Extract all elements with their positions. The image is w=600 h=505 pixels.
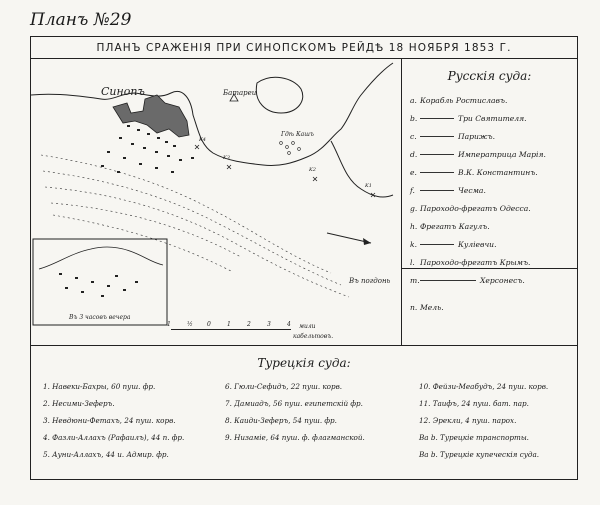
map-drawing xyxy=(31,59,402,345)
legend-item: e. В.К. Константинъ. xyxy=(410,168,538,177)
label-battery: Батареи xyxy=(223,89,257,97)
battle-map xyxy=(31,59,402,345)
sounding-line xyxy=(45,187,349,297)
russian-ships-legend xyxy=(402,59,577,345)
legend-item: 6. Гюли-Сефидъ, 22 пуш. корв. xyxy=(225,382,343,391)
legend-item: 7. Дамиадъ, 56 пуш. египетскій фр. xyxy=(225,399,363,408)
legend-item: Ba b. Турецкіе транспорты. xyxy=(419,433,529,442)
legend-item: 11. Таифъ, 24 пуш. бат. пар. xyxy=(419,399,529,408)
marker-k2: K2 xyxy=(309,167,316,173)
sounding-line xyxy=(51,203,241,257)
legend-item: f. Чесма. xyxy=(410,186,486,195)
legend-item: c. Парижъ. xyxy=(410,132,496,141)
legend-item: l. Пароходо-фрегатъ Крымъ. xyxy=(410,258,531,267)
sinop-town xyxy=(113,95,189,137)
legend-item: 5. Ауни-Аллахъ, 44 и. Адмир. фр. xyxy=(43,450,169,459)
scale-tick: 2 xyxy=(247,321,251,328)
scale-unit-bottom: кабельтовъ. xyxy=(293,333,334,340)
inset-frame xyxy=(33,239,167,325)
legend-item: k. Куліевчи. xyxy=(410,240,497,249)
scale-bar xyxy=(171,329,291,330)
lake xyxy=(256,77,302,113)
scale-unit-top: мили xyxy=(299,323,316,330)
label-sinop: Синопъ xyxy=(101,85,145,98)
legend-item: 1. Навеки-Бахры, 60 пуш. фр. xyxy=(43,382,156,391)
sounding-line xyxy=(53,215,231,271)
battery-crosses xyxy=(195,145,375,197)
legend-item: 8. Каиди-Зеферъ, 54 пуш. фр. xyxy=(225,416,337,425)
scale-tick: 4 xyxy=(287,321,291,328)
legend-item: 12. Эрекли, 4 пуш. пароx. xyxy=(419,416,517,425)
label-route: Въ погдонь xyxy=(349,277,391,285)
legend-item: 9. Низамiе, 64 пуш. ф. флагманской. xyxy=(225,433,365,442)
legend-item: b. Три Святителя. xyxy=(410,114,527,123)
coastline-east xyxy=(331,141,393,197)
turkish-legend-title: Турецкія суда: xyxy=(257,356,351,370)
label-inset-caption: Въ 3 часовъ вечера xyxy=(69,314,131,321)
plan-title: ПЛАНЪ СРАЖЕНІЯ ПРИ СИНОПСКОМЪ РЕЙДѢ 18 НОЯБРЯ 1853 Г. xyxy=(31,37,577,59)
legend-item: Ba b. Турецкіе купеческія суда. xyxy=(419,450,540,459)
legend-item: 4. Фазли-Аллахъ (Рафаилъ), 44 п. фр. xyxy=(43,433,185,442)
legend-item: n. Мель. xyxy=(410,303,444,312)
sounding-line xyxy=(43,171,341,285)
marker-k4: K4 xyxy=(199,137,206,143)
legend-item: 10. Фейзи-Меабудъ, 24 пуш. корв. xyxy=(419,382,549,391)
label-town: Гдѣ Кашъ xyxy=(281,131,314,138)
legend-item: 2. Несими-Зеферъ. xyxy=(43,399,115,408)
scale-tick: 0 xyxy=(207,321,211,328)
legend-item: g. Пароходо-фрегатъ Одесса. xyxy=(410,204,531,213)
legend-item: 3. Невдюни-Фетахъ, 24 пуш. корв. xyxy=(43,416,176,425)
russian-legend-title: Русскія суда: xyxy=(447,69,532,83)
marker-k1: K1 xyxy=(365,183,372,189)
legend-item: h. Фрегатъ Кагулъ. xyxy=(410,222,490,231)
wind-arrow-head xyxy=(363,238,371,245)
marker-k3: K3 xyxy=(223,155,230,161)
inset-coastline xyxy=(39,247,163,269)
legend-item: m. Херсонесъ. xyxy=(410,276,525,285)
turkish-ships-legend xyxy=(31,345,577,479)
inset-ships xyxy=(59,273,138,297)
village xyxy=(280,142,301,155)
plate-number: Планъ №29 xyxy=(30,10,132,30)
coastline xyxy=(31,63,393,166)
legend-item: a. Корабль Ростиславъ. xyxy=(410,96,508,105)
legend-item: d. Императрица Марія. xyxy=(410,150,546,159)
scale-tick: ½ xyxy=(187,321,193,328)
scale-tick: 1 xyxy=(167,321,171,328)
legend-divider xyxy=(402,268,577,269)
scale-tick: 3 xyxy=(267,321,271,328)
sounding-line xyxy=(41,155,331,273)
scale-tick: 1 xyxy=(227,321,231,328)
